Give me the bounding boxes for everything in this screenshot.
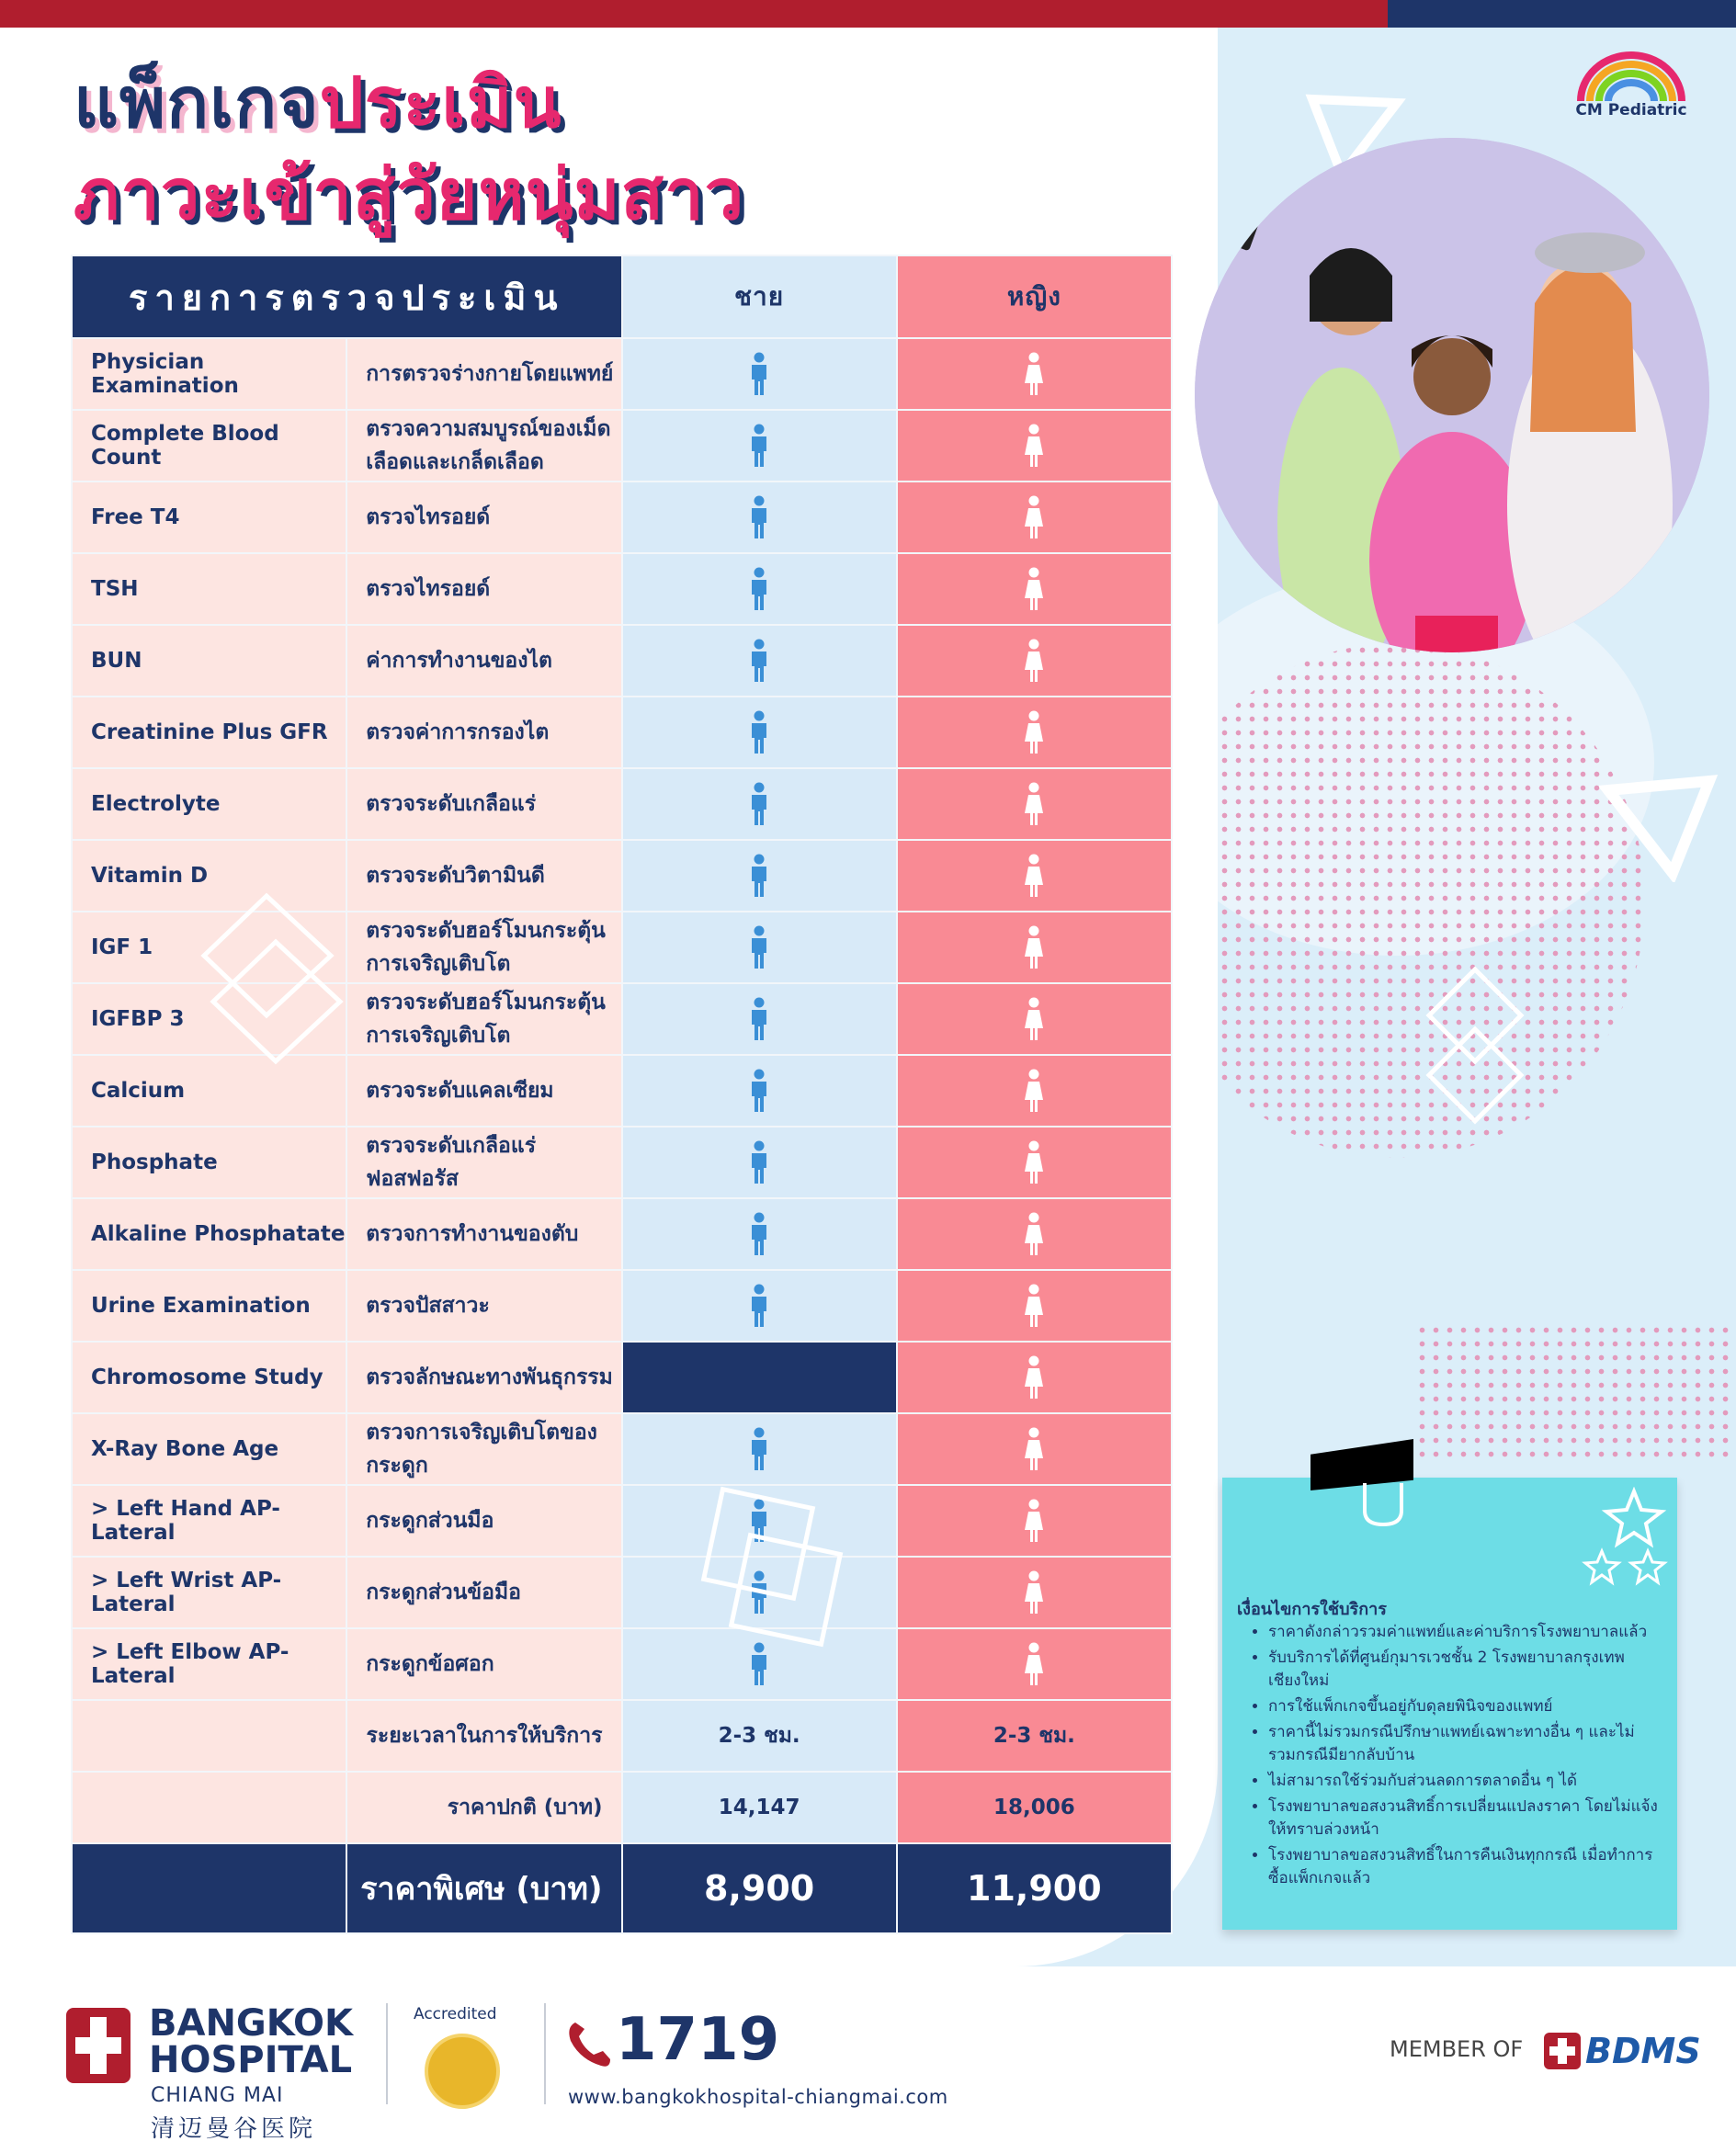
male-cell <box>622 1127 897 1198</box>
female-cell <box>897 410 1172 482</box>
top-bar-navy <box>1388 0 1736 28</box>
member-of-label: MEMBER OF <box>1390 2036 1524 2062</box>
male-person-icon <box>749 505 769 529</box>
test-name-en: IGFBP 3 <box>72 983 346 1055</box>
female-cell <box>897 338 1172 410</box>
test-name-th: ตรวจระดับวิตามินดี <box>346 840 621 912</box>
test-name-en: Complete Blood Count <box>72 410 346 482</box>
male-person-icon <box>749 864 769 888</box>
conditions-heading: เงื่อนไขการใช้บริการ <box>1237 1600 1387 1619</box>
male-person-icon <box>749 1150 769 1174</box>
table-row <box>72 1342 1172 1413</box>
table-row <box>72 768 1172 840</box>
square-decoration <box>193 887 349 1080</box>
top-bar-red <box>0 0 1388 28</box>
female-cell <box>897 1413 1172 1485</box>
special-price-label: ราคาพิเศษ (บาท) <box>346 1843 621 1933</box>
female-cell <box>897 1270 1172 1342</box>
female-person-icon <box>1023 649 1045 673</box>
divider <box>544 2003 546 2104</box>
test-name-en: > Left Elbow AP-Lateral <box>72 1628 346 1700</box>
normal-price-male: 14,147 <box>622 1772 897 1843</box>
teens-photo <box>1195 138 1709 652</box>
female-cell <box>897 697 1172 768</box>
table-row <box>72 482 1172 553</box>
table-row <box>72 338 1172 410</box>
female-cell <box>897 553 1172 625</box>
test-name-en: Phosphate <box>72 1127 346 1198</box>
clip-wire-icon <box>1360 1483 1415 1529</box>
duration-female: 2-3 ชม. <box>897 1700 1172 1772</box>
bangkok-hospital-logo-icon <box>66 2008 140 2083</box>
triangle-decoration <box>1599 772 1719 882</box>
website-link[interactable]: www.bangkokhospital-chiangmai.com <box>568 2086 948 2108</box>
divider <box>386 2003 388 2104</box>
test-name-th: ตรวจความสมบูรณ์ของเม็ดเลือดและเกล็ดเลือด <box>346 410 621 482</box>
duration-row <box>72 1700 1172 1772</box>
test-name-en: TSH <box>72 553 346 625</box>
page-title <box>74 57 744 241</box>
diamond-decoration <box>1420 965 1530 1130</box>
test-name-en: > Left Hand AP-Lateral <box>72 1485 346 1557</box>
bdms-logo-text: BDMS <box>1585 2031 1701 2071</box>
header-male: ชาย <box>622 255 897 338</box>
female-person-icon <box>1023 1509 1045 1533</box>
test-name-en: IGF 1 <box>72 912 346 983</box>
male-cell <box>622 1055 897 1127</box>
special-price-female: 11,900 <box>897 1843 1172 1933</box>
male-cell <box>622 338 897 410</box>
test-name-th: ตรวจระดับฮอร์โมนกระตุ้นการเจริญเติบโต <box>346 983 621 1055</box>
female-person-icon <box>1023 1079 1045 1103</box>
bdms-logo-icon <box>1544 2033 1584 2069</box>
female-person-icon <box>1023 935 1045 959</box>
conditions-list <box>1268 1621 1659 1893</box>
normal-price-label: ราคาปกติ (บาท) <box>346 1772 621 1843</box>
female-person-icon <box>1023 864 1045 888</box>
hospital-name-line1: BANGKOK <box>149 2002 353 2045</box>
test-name-th: ตรวจระดับเกลือแร่ฟอสฟอรัส <box>346 1127 621 1198</box>
table-row <box>72 1127 1172 1198</box>
cm-pediatric-logo <box>1562 46 1700 129</box>
female-person-icon <box>1023 1365 1045 1389</box>
female-cell <box>897 1198 1172 1270</box>
test-name-en: Electrolyte <box>72 768 346 840</box>
test-name-th: ตรวจลักษณะทางพันธุกรรม <box>346 1342 621 1413</box>
square-decoration <box>698 1484 845 1659</box>
title-line1-b: ประเมิน <box>319 62 562 143</box>
test-name-th: ตรวจระดับแคลเซียม <box>346 1055 621 1127</box>
header-item: รายการตรวจประเมิน <box>72 255 622 338</box>
female-cell <box>897 1342 1172 1413</box>
test-name-th: กระดูกส่วนมือ <box>346 1485 621 1557</box>
male-cell <box>622 553 897 625</box>
male-cell <box>622 625 897 697</box>
phone-icon <box>566 2018 612 2069</box>
male-person-icon <box>749 1294 769 1318</box>
jci-seal-icon <box>425 2034 500 2109</box>
male-person-icon <box>749 362 769 386</box>
test-name-th: ตรวจปัสสาวะ <box>346 1270 621 1342</box>
test-name-th: ตรวจไทรอยด์ <box>346 553 621 625</box>
test-name-en: > Left Wrist AP-Lateral <box>72 1557 346 1628</box>
stars-icon <box>1579 1487 1671 1588</box>
hospital-name-line2: HOSPITAL <box>149 2039 353 2081</box>
normal-price-row <box>72 1772 1172 1843</box>
female-person-icon <box>1023 1222 1045 1246</box>
hospital-chinese-name: 清迈曼谷医院 <box>151 2115 317 2143</box>
special-price-male: 8,900 <box>622 1843 897 1933</box>
table-header <box>72 255 1172 338</box>
female-person-icon <box>1023 1581 1045 1604</box>
female-cell <box>897 1127 1172 1198</box>
normal-price-female: 18,006 <box>897 1772 1172 1843</box>
male-person-icon <box>749 434 769 458</box>
conditions-note <box>1222 1478 1677 1930</box>
test-name-th: กระดูกข้อศอก <box>346 1628 621 1700</box>
test-name-en: Physician Examination <box>72 338 346 410</box>
test-name-th: ตรวจค่าการกรองไต <box>346 697 621 768</box>
test-name-en: Chromosome Study <box>72 1342 346 1413</box>
test-name-en: BUN <box>72 625 346 697</box>
female-cell <box>897 983 1172 1055</box>
female-person-icon <box>1023 362 1045 386</box>
female-cell <box>897 1485 1172 1557</box>
male-cell <box>622 1198 897 1270</box>
male-cell <box>622 983 897 1055</box>
table-row <box>72 1413 1172 1485</box>
dot-pattern <box>1149 643 1645 1158</box>
test-name-th: ตรวจระดับเกลือแร่ <box>346 768 621 840</box>
male-cell <box>622 768 897 840</box>
female-cell <box>897 840 1172 912</box>
table-row <box>72 1198 1172 1270</box>
hotline-number[interactable]: 1719 <box>616 2006 780 2074</box>
condition-item: • โรงพยาบาลขอสงวนสิทธิ์ในการคืนเงินทุกกรณี เมื่อทำการซื้อแพ็กเกจแล้ว <box>1268 1844 1659 1890</box>
table-row <box>72 553 1172 625</box>
test-name-th: ค่าการทำงานของไต <box>346 625 621 697</box>
table-row <box>72 697 1172 768</box>
test-name-en: Free T4 <box>72 482 346 553</box>
female-person-icon <box>1023 434 1045 458</box>
male-cell <box>622 1342 897 1413</box>
test-name-th: กระดูกส่วนข้อมือ <box>346 1557 621 1628</box>
female-cell <box>897 1055 1172 1127</box>
cm-pediatric-text: CM Pediatric <box>1575 101 1687 119</box>
male-person-icon <box>749 1437 769 1461</box>
condition-item: • การใช้แพ็กเกจขึ้นอยู่กับดุลยพินิจของแพทย์ <box>1268 1695 1659 1718</box>
test-name-th: ตรวจระดับฮอร์โมนกระตุ้นการเจริญเติบโต <box>346 912 621 983</box>
male-person-icon <box>749 1007 769 1031</box>
assessment-table <box>71 255 1173 1934</box>
test-name-en: Calcium <box>72 1055 346 1127</box>
test-name-en: Urine Examination <box>72 1270 346 1342</box>
condition-item: • ราคานี้ไม่รวมกรณีปรึกษาแพทย์เฉพาะทางอื่น ๆ และไม่รวมกรณีมียากลับบ้าน <box>1268 1721 1659 1767</box>
male-person-icon <box>749 649 769 673</box>
male-cell <box>622 912 897 983</box>
male-person-icon <box>749 935 769 959</box>
table-row <box>72 625 1172 697</box>
female-person-icon <box>1023 505 1045 529</box>
male-cell <box>622 482 897 553</box>
condition-item: • ไม่สามารถใช้ร่วมกับส่วนลดการตลาดอื่น ๆ ได้ <box>1268 1770 1659 1793</box>
female-person-icon <box>1023 720 1045 744</box>
condition-item: • โรงพยาบาลขอสงวนสิทธิ์การเปลี่ยนแปลงราคา โดยไม่แจ้งให้ทราบล่วงหน้า <box>1268 1796 1659 1841</box>
test-name-th: ตรวจการเจริญเติบโตของกระดูก <box>346 1413 621 1485</box>
title-line2: ภาวะเข้าสู่วัยหนุ่มสาว <box>74 153 745 235</box>
duration-label: ระยะเวลาในการให้บริการ <box>346 1700 621 1772</box>
male-cell <box>622 697 897 768</box>
photo-illustration <box>1195 138 1709 652</box>
accredited-label: Accredited <box>414 2005 497 2023</box>
dot-pattern-right <box>1415 1323 1736 1461</box>
male-person-icon <box>749 1222 769 1246</box>
female-cell <box>897 912 1172 983</box>
condition-item: • ราคาดังกล่าวรวมค่าแพทย์และค่าบริการโรงพยาบาลแล้ว <box>1268 1621 1659 1644</box>
female-person-icon <box>1023 1437 1045 1461</box>
hospital-name <box>149 2002 353 2081</box>
female-cell <box>897 768 1172 840</box>
table-row <box>72 410 1172 482</box>
hospital-city: CHIANG MAI <box>151 2084 284 2107</box>
female-person-icon <box>1023 1007 1045 1031</box>
test-name-th: การตรวจร่างกายโดยแพทย์ <box>346 338 621 410</box>
female-cell <box>897 625 1172 697</box>
table-row <box>72 1485 1172 1557</box>
male-person-icon <box>749 792 769 816</box>
male-person-icon <box>749 720 769 744</box>
male-cell <box>622 840 897 912</box>
test-name-en: Creatinine Plus GFR <box>72 697 346 768</box>
duration-male: 2-3 ชม. <box>622 1700 897 1772</box>
test-name-th: ตรวจไทรอยด์ <box>346 482 621 553</box>
condition-item: • รับบริการได้ที่ศูนย์กุมารเวชชั้น 2 โรงพยาบาลกรุงเทพเชียงใหม่ <box>1268 1647 1659 1693</box>
test-name-en: Alkaline Phosphatate <box>72 1198 346 1270</box>
female-cell <box>897 1628 1172 1700</box>
male-cell <box>622 1270 897 1342</box>
female-person-icon <box>1023 792 1045 816</box>
table-row <box>72 1628 1172 1700</box>
title-line1-a: แพ็กเกจ <box>74 62 320 143</box>
test-name-en: Vitamin D <box>72 840 346 912</box>
table-row <box>72 1557 1172 1628</box>
female-person-icon <box>1023 1150 1045 1174</box>
special-price-row <box>72 1843 1172 1933</box>
female-person-icon <box>1023 1294 1045 1318</box>
male-person-icon <box>749 1079 769 1103</box>
male-person-icon <box>749 577 769 601</box>
female-person-icon <box>1023 577 1045 601</box>
header-female: หญิง <box>897 255 1172 338</box>
test-name-en: X-Ray Bone Age <box>72 1413 346 1485</box>
female-person-icon <box>1023 1652 1045 1676</box>
table-row <box>72 1270 1172 1342</box>
male-cell <box>622 1413 897 1485</box>
test-name-th: ตรวจการทำงานของตับ <box>346 1198 621 1270</box>
female-cell <box>897 482 1172 553</box>
male-cell <box>622 410 897 482</box>
female-cell <box>897 1557 1172 1628</box>
